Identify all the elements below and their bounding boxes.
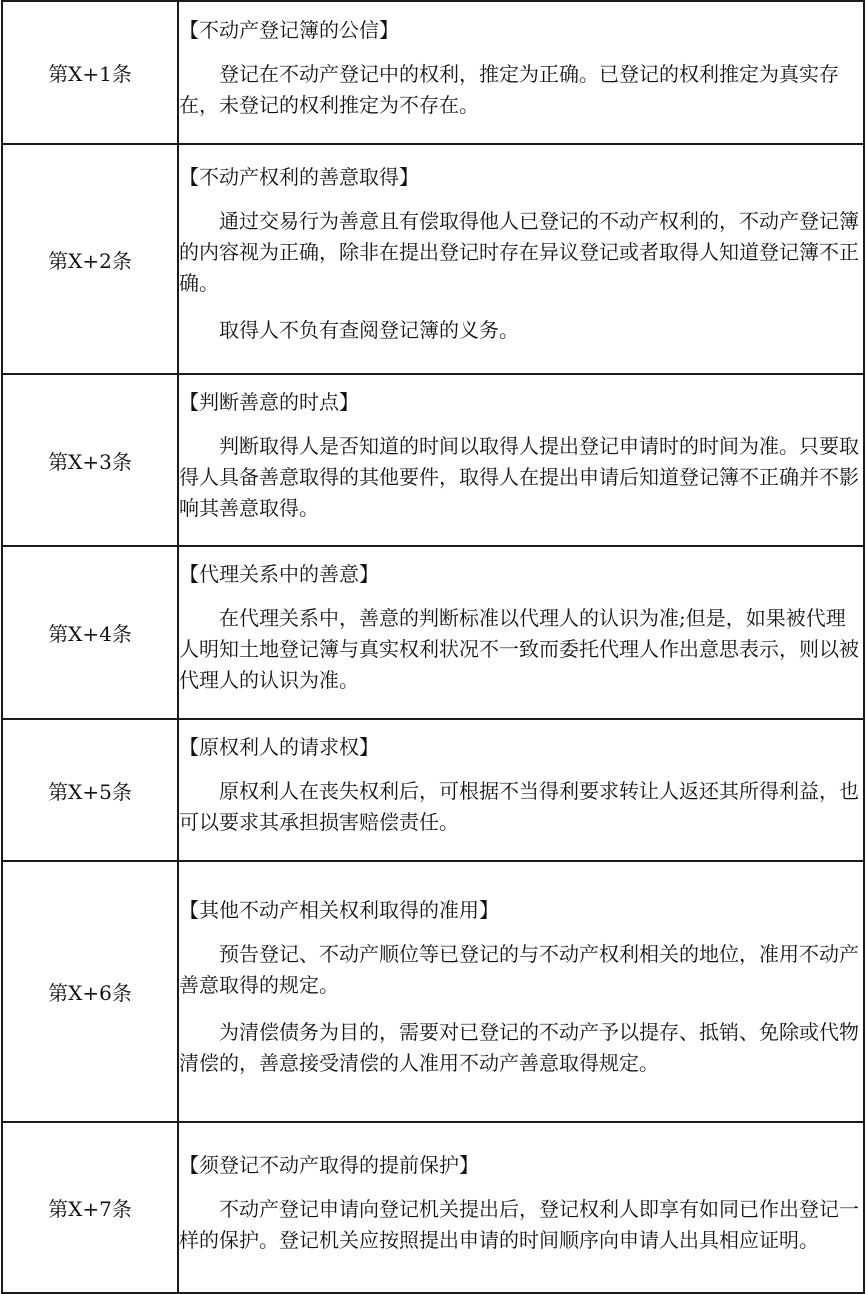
article-row: [2, 719, 864, 861]
article-title: 【原权利人的请求权】: [179, 735, 379, 759]
article-paragraph: 为清偿债务为目的，需要对已登记的不动产予以提存、抵销、免除或代物清偿的，善意接受清偿的人准用不动产善意取得规定。: [179, 1019, 859, 1075]
article-content: [178, 861, 864, 1122]
article-title: 【代理关系中的善意】: [179, 562, 379, 586]
article-number: 第X+2条: [2, 144, 178, 374]
article-paragraph: 取得人不负有查阅登记簿的义务。: [219, 318, 519, 342]
article-content: [178, 546, 864, 719]
article-number: 第X+5条: [2, 719, 178, 861]
article-number: 第X+1条: [2, 1, 178, 144]
article-content: [178, 144, 864, 374]
article-content: [178, 374, 864, 546]
article-content: [178, 1, 864, 144]
articles-table: [1, 0, 865, 1294]
article-row: [2, 546, 864, 719]
article-row: [2, 144, 864, 374]
article-paragraph: 判断取得人是否知道的时间以取得人提出登记申请时的时间为准。只要取得人具备善意取得的其他要件，取得人在提出申请后知道登记簿不正确并不影响其善意取得。: [179, 433, 859, 520]
article-row: [2, 1, 864, 144]
article-paragraph: 原权利人在丧失权利后，可根据不当得利要求转让人返还其所得利益，也可以要求其承担损害赔偿责任。: [179, 779, 859, 834]
article-title: 【其他不动产相关权利取得的准用】: [179, 897, 499, 922]
article-content: [178, 1122, 864, 1293]
article-number: 第X+6条: [2, 861, 178, 1122]
article-paragraph: 在代理关系中，善意的判断标准以代理人的认识为准;但是，如果被代理人明知土地登记簿与真实权利状况不一致而委托代理人作出意思表示，则以被代理人的认识为准。: [179, 606, 859, 692]
article-title: 【不动产权利的善意取得】: [179, 165, 419, 189]
article-title: 【不动产登记簿的公信】: [179, 17, 399, 42]
article-paragraph: 登记在不动产登记中的权利，推定为正确。已登记的权利推定为真实存在，未登记的权利推定为不存在。: [179, 61, 839, 117]
article-title: 【判断善意的时点】: [179, 389, 359, 414]
article-row: [2, 1122, 864, 1293]
article-paragraph: 通过交易行为善意且有偿取得他人已登记的不动产权利的，不动产登记簿的内容视为正确，除非在提出登记时存在异议登记或者取得人知道登记簿不正确。: [179, 209, 859, 295]
article-row: [2, 374, 864, 546]
article-paragraph: 预告登记、不动产顺位等已登记的与不动产权利相关的地位，准用不动产善意取得的规定。: [179, 941, 859, 997]
article-title: 【须登记不动产取得的提前保护】: [179, 1152, 479, 1177]
article-content: [178, 719, 864, 861]
article-paragraph: 不动产登记申请向登记机关提出后，登记权利人即享有如同已作出登记一样的保护。登记机关应按照提出申请的时间顺序向申请人出具相应证明。: [179, 1196, 859, 1252]
article-row: [2, 861, 864, 1122]
article-number: 第X+3条: [2, 374, 178, 546]
article-number: 第X+4条: [2, 546, 178, 719]
article-number: 第X+7条: [2, 1122, 178, 1293]
